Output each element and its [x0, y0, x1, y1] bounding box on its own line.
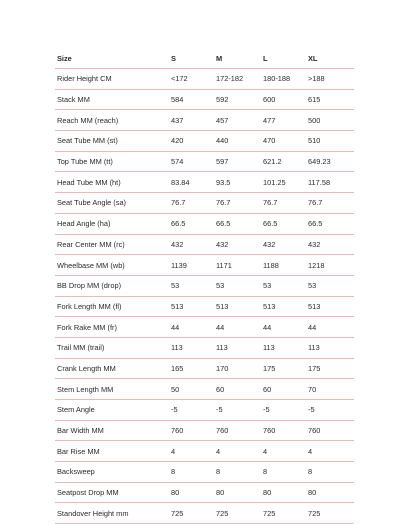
value-s: 44: [169, 317, 214, 338]
value-m: 432: [214, 234, 261, 255]
value-xl: 80: [306, 482, 354, 503]
table-row: [55, 69, 354, 90]
value-l: 760: [261, 420, 306, 441]
table-row: [55, 296, 354, 317]
value-s: 165: [169, 358, 214, 379]
value-s: 760: [169, 420, 214, 441]
value-s: 437: [169, 110, 214, 131]
value-xl: 432: [306, 234, 354, 255]
header-row: [55, 49, 354, 69]
table-row: [55, 358, 354, 379]
value-m: 725: [214, 503, 261, 524]
table-row: [55, 317, 354, 338]
value-m: 8: [214, 462, 261, 483]
table-row: [55, 213, 354, 234]
row-label: Backsweep: [55, 462, 169, 483]
value-xl: 76.7: [306, 193, 354, 214]
value-s: 53: [169, 275, 214, 296]
value-m: 1171: [214, 255, 261, 276]
value-l: 175: [261, 358, 306, 379]
table-row: [55, 172, 354, 193]
row-label: Stack MM: [55, 89, 169, 110]
value-xl: 725: [306, 503, 354, 524]
row-label: Fork Rake MM (fr): [55, 317, 169, 338]
value-l: 180-188: [261, 69, 306, 90]
table-row: [55, 420, 354, 441]
row-label: Seatpost Drop MM: [55, 482, 169, 503]
row-label: Rear Center MM (rc): [55, 234, 169, 255]
row-label: BB Drop MM (drop): [55, 275, 169, 296]
header-l: L: [261, 49, 306, 69]
table-row: [55, 110, 354, 131]
value-l: 66.5: [261, 213, 306, 234]
value-m: 93.5: [214, 172, 261, 193]
value-m: 170: [214, 358, 261, 379]
value-s: 76.7: [169, 193, 214, 214]
header-s: S: [169, 49, 214, 69]
value-l: -5: [261, 400, 306, 421]
value-m: 44: [214, 317, 261, 338]
row-label: Head Angle (ha): [55, 213, 169, 234]
row-label: Stem Angle: [55, 400, 169, 421]
value-xl: 1218: [306, 255, 354, 276]
header-size: Size: [55, 49, 169, 69]
value-l: 621.2: [261, 151, 306, 172]
table-row: [55, 89, 354, 110]
value-s: -5: [169, 400, 214, 421]
value-m: 53: [214, 275, 261, 296]
table-row: [55, 255, 354, 276]
value-m: 440: [214, 131, 261, 152]
value-m: 66.5: [214, 213, 261, 234]
value-m: 113: [214, 337, 261, 358]
table-row: [55, 234, 354, 255]
value-l: 470: [261, 131, 306, 152]
row-label: Rider Height CM: [55, 69, 169, 90]
value-l: 8: [261, 462, 306, 483]
geometry-table-header: [55, 49, 354, 69]
row-label: Head Tube MM (ht): [55, 172, 169, 193]
value-s: 4: [169, 441, 214, 462]
value-s: 725: [169, 503, 214, 524]
value-m: 80: [214, 482, 261, 503]
row-label: Bar Rise MM: [55, 441, 169, 462]
value-l: 113: [261, 337, 306, 358]
row-label: Fork Length MM (fl): [55, 296, 169, 317]
table-row: [55, 503, 354, 524]
value-xl: 70: [306, 379, 354, 400]
row-label: Trail MM (trail): [55, 337, 169, 358]
value-xl: 8: [306, 462, 354, 483]
table-row: [55, 151, 354, 172]
table-row: [55, 337, 354, 358]
value-l: 101.25: [261, 172, 306, 193]
value-xl: 760: [306, 420, 354, 441]
value-s: 8: [169, 462, 214, 483]
header-m: M: [214, 49, 261, 69]
value-s: 1139: [169, 255, 214, 276]
value-l: 76.7: [261, 193, 306, 214]
value-xl: >188: [306, 69, 354, 90]
value-m: 76.7: [214, 193, 261, 214]
value-s: 113: [169, 337, 214, 358]
value-s: 574: [169, 151, 214, 172]
row-label: Top Tube MM (tt): [55, 151, 169, 172]
value-s: <172: [169, 69, 214, 90]
row-label: Wheelbase MM (wb): [55, 255, 169, 276]
value-l: 725: [261, 503, 306, 524]
value-s: 83.84: [169, 172, 214, 193]
value-m: 457: [214, 110, 261, 131]
row-label: Bar Width MM: [55, 420, 169, 441]
table-row: [55, 400, 354, 421]
value-m: 172-182: [214, 69, 261, 90]
row-label: Standover Height mm: [55, 503, 169, 524]
value-m: 60: [214, 379, 261, 400]
value-xl: 44: [306, 317, 354, 338]
row-label: Seat Tube MM (st): [55, 131, 169, 152]
geometry-table-body: [55, 69, 354, 524]
table-row: [55, 441, 354, 462]
value-xl: 175: [306, 358, 354, 379]
value-s: 66.5: [169, 213, 214, 234]
value-xl: 615: [306, 89, 354, 110]
value-l: 432: [261, 234, 306, 255]
value-s: 50: [169, 379, 214, 400]
value-m: 597: [214, 151, 261, 172]
value-xl: -5: [306, 400, 354, 421]
value-l: 1188: [261, 255, 306, 276]
value-l: 4: [261, 441, 306, 462]
value-xl: 510: [306, 131, 354, 152]
value-xl: 513: [306, 296, 354, 317]
value-m: 592: [214, 89, 261, 110]
value-l: 513: [261, 296, 306, 317]
geometry-table: [55, 49, 354, 524]
value-s: 420: [169, 131, 214, 152]
value-l: 44: [261, 317, 306, 338]
row-label: Reach MM (reach): [55, 110, 169, 131]
value-s: 513: [169, 296, 214, 317]
row-label: Seat Tube Angle (sa): [55, 193, 169, 214]
table-row: [55, 379, 354, 400]
value-xl: 113: [306, 337, 354, 358]
value-l: 80: [261, 482, 306, 503]
row-label: Stem Length MM: [55, 379, 169, 400]
value-m: -5: [214, 400, 261, 421]
table-row: [55, 462, 354, 483]
value-xl: 4: [306, 441, 354, 462]
value-m: 4: [214, 441, 261, 462]
value-l: 600: [261, 89, 306, 110]
value-xl: 53: [306, 275, 354, 296]
value-xl: 649.23: [306, 151, 354, 172]
value-xl: 500: [306, 110, 354, 131]
value-l: 477: [261, 110, 306, 131]
header-xl: XL: [306, 49, 354, 69]
value-m: 760: [214, 420, 261, 441]
row-label: Crank Length MM: [55, 358, 169, 379]
value-s: 584: [169, 89, 214, 110]
value-s: 432: [169, 234, 214, 255]
table-row: [55, 193, 354, 214]
table-row: [55, 131, 354, 152]
value-l: 60: [261, 379, 306, 400]
value-xl: 66.5: [306, 213, 354, 234]
value-l: 53: [261, 275, 306, 296]
table-row: [55, 275, 354, 296]
value-s: 80: [169, 482, 214, 503]
value-m: 513: [214, 296, 261, 317]
value-xl: 117.58: [306, 172, 354, 193]
